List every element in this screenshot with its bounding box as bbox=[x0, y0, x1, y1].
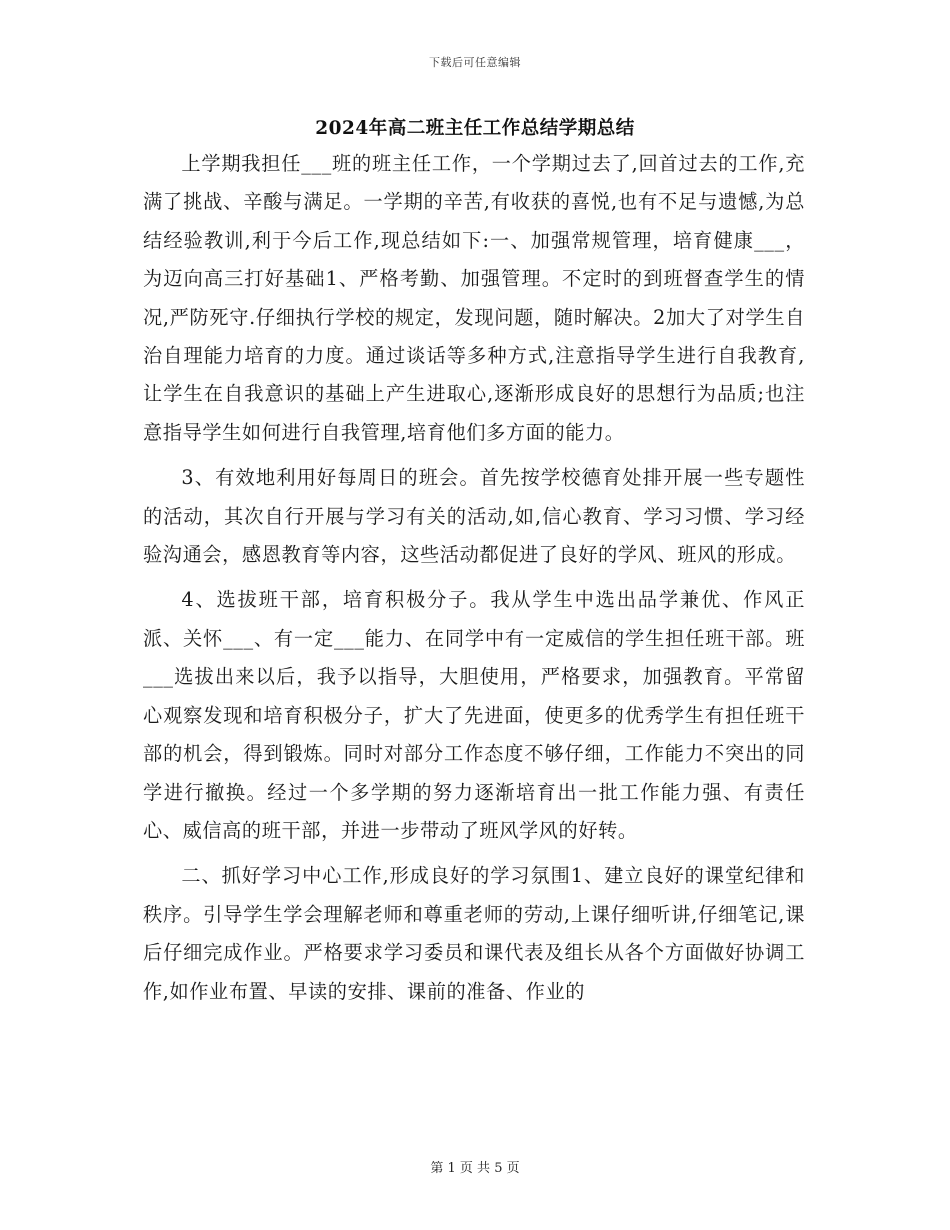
paragraph-4: 二、抓好学习中心工作,形成良好的学习氛围1、建立良好的课堂纪律和秩序。引导学生学会理解老师和尊重老师的劳动,上课仔细听讲,仔细笔记,课后仔细完成作业。严格要求学习委员和课代表及组长从各个方面做好协调工作,如作业布置、早读的安排、课前的准备、作业的 bbox=[143, 864, 805, 1003]
paragraph-1: 上学期我担任___班的班主任工作，一个学期过去了,回首过去的工作,充满了挑战、辛酸与满足。一学期的辛苦,有收获的喜悦,也有不足与遗憾,为总结经验教训,利于今后工作,现总结如下:一、加强常规管理，培育健康___，为迈向高三打好基础1、严格考勤、加强管理。不定时的到班督查学生的情况,严防死守.仔细执行学校的规定，发现问题，随时解决。2加大了对学生自治自理能力培育的力度。通过谈话等多种方式,注意指导学生进行自我教育,让学生在自我意识的基础上产生进取心,逐渐形成良好的思想行为品质;也注意指导学生如何进行自我管理,培育他们多方面的能力。 bbox=[143, 152, 805, 444]
document-body bbox=[143, 145, 805, 1011]
document-title: 2024年高二班主任工作总结学期总结 bbox=[315, 118, 635, 139]
paragraph-3: 4、选拔班干部，培育积极分子。我从学生中选出品学兼优、作风正派、关怀___、有一定___能力、在同学中有一定威信的学生担任班干部。班___选拔出来以后，我予以指导，大胆使用，严格要求，加强教育。平常留心观察发现和培育积极分子，扩大了先进面，使更多的优秀学生有担任班干部的机会，得到锻炼。同时对部分工作态度不够仔细，工作能力不突出的同学进行撤换。经过一个多学期的努力逐渐培育出一批工作能力强、有责任心、威信高的班干部，并进一步带动了班风学风的好转。 bbox=[143, 588, 805, 842]
header-note: 下载后可任意编辑 bbox=[429, 56, 521, 69]
paragraph-2: 3、有效地利用好每周日的班会。首先按学校德育处排开展一些专题性的活动，其次自行开展与学习有关的活动,如,信心教育、学习习惯、学习经验沟通会，感恩教育等内容，这些活动都促进了良好的学风、班风的形成。 bbox=[143, 466, 805, 567]
page-indicator: 第 1 页 共 5 页 bbox=[430, 1161, 520, 1176]
